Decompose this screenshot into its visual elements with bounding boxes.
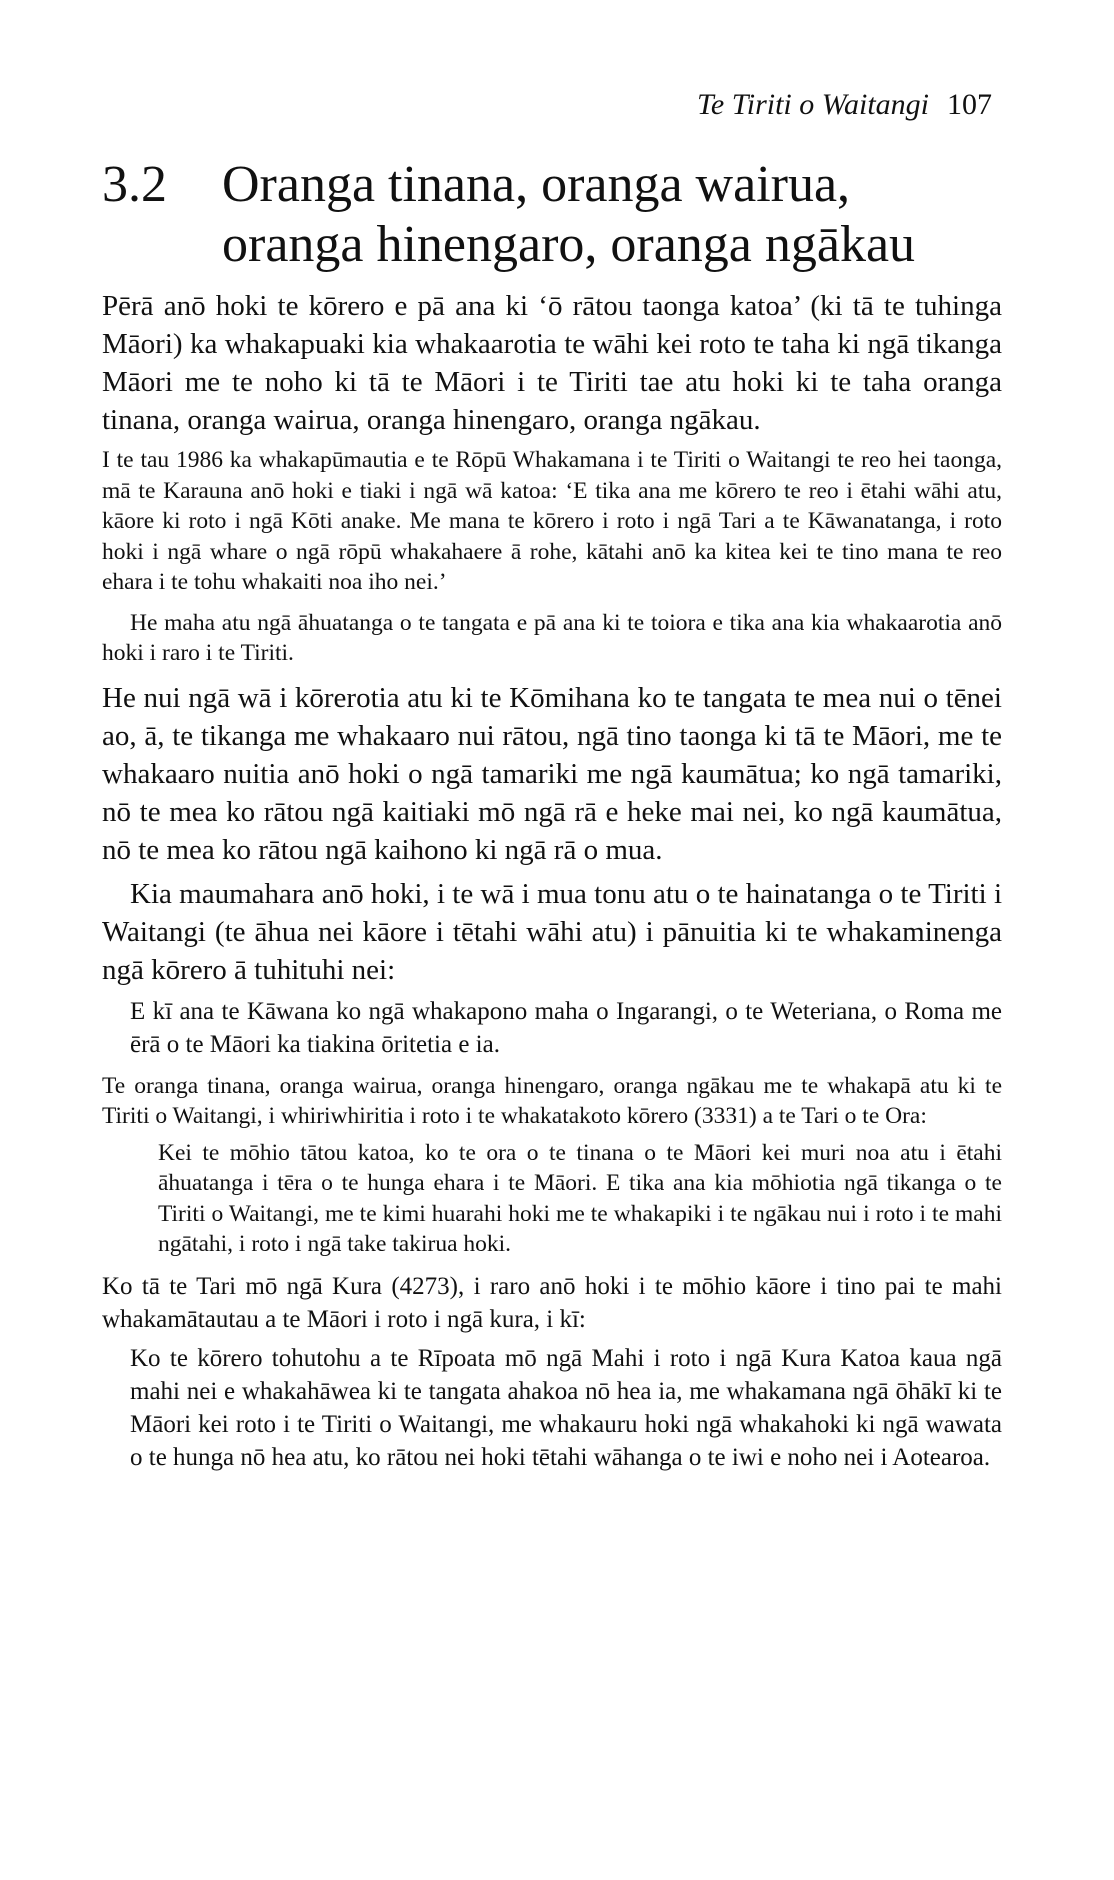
paragraph-education-submission: Ko tā te Tari mō ngā Kura (4273), i raro anō hoki i te mōhio kāore i tino pai te mahi whakamātautau a te Māori i roto i ngā kura, i kī: (102, 1272, 1002, 1333)
running-header (697, 88, 992, 122)
paragraph-intro: Pērā anō hoki te kōrero e pā ana ki ‘ō rātou taonga katoa’ (ki tā te tuhinga Māori) ka whakapuaki kia whakaarotia te wāhi kei roto te taha ki ngā tikanga Māori me te noho ki tā te Māori i te Tiriti tae atu hoki ki te taha oranga tinana, oranga wairua, oranga hinengaro, oranga ngākau. (102, 290, 1002, 436)
paragraph-wellbeing: He maha atu ngā āhuatanga o te tangata e pā ana ki te toiora e tika ana kia whakaarotia anō hoki i raro i te Tiriti. (102, 609, 1002, 666)
section-title: Oranga tinana, oranga wairua, oranga hinengaro, oranga ngākau (222, 156, 916, 273)
quote-governor: E kī ana te Kāwana ko ngā whakapono maha o Ingarangi, o te Weteriana, o Roma me ērā o te Māori ka tiakina ōritetia e ia. (130, 997, 1002, 1058)
paragraph-health-submission: Te oranga tinana, oranga wairua, oranga hinengaro, oranga ngākau me te whakapā atu ki te Tiriti o Waitangi, i whiriwhiritia i roto i te whakatakoto kōrero (3331) a te Tari o te Ora: (102, 1072, 1002, 1129)
page-number: 107 (947, 88, 992, 121)
running-title: Te Tiriti o Waitangi (696, 88, 929, 121)
body-text (102, 287, 1002, 1474)
paragraph-language-taonga: I te tau 1986 ka whakapūmautia e te Rōpū Whakamana i te Tiriti o Waitangi te reo hei taonga, mā te Karauna anō hoki e tiaki i ngā wā katoa: ‘E tika ana me kōrero te reo i ētahi wāhi atu, kāore ki roto i ngā Kōti anake. Me mana te kōrero i roto i ngā Tari a te Kāwanatanga, i roto hoki i ngā whare o ngā rōpū whakahaere ā rohe, kātahi anō ka kitea kei te tino mana te reo ehara i te tohu whakaiti noa iho nei.’ (102, 447, 1002, 595)
section-number: 3.2 (102, 156, 167, 213)
paragraph-people: He nui ngā wā i kōrerotia atu ki te Kōmihana ko te tangata te mea nui o tēnei ao, ā, te tikanga me whakaaro nui rātou, ngā tino taonga ki tā te Māori, me te whakaaro nuitia anō hoki o ngā tamariki me ngā kaumātua; ko ngā tamariki, nō te mea ko rātou ngā kaitiaki mō ngā rā e heke mai nei, ko ngā kaumātua, nō te mea ko rātou ngā kaihono ki ngā rā o mua. (102, 681, 1002, 866)
quote-health-department: Kei te mōhio tātou katoa, ko te ora o te tinana o te Māori kei muri noa atu i ētahi āhuatanga i tēra o te hunga ehara i te Māori. E tika ana kia mōhiotia ngā tikanga o te Tiriti o Waitangi, me te kimi huarahi hoki me te whakapiki i te ngākau nui i roto i te mahi ngātahi, i roto i ngā take takirua hoki. (158, 1139, 1002, 1257)
paragraph-proclamation-intro: Kia maumahara anō hoki, i te wā i mua tonu atu o te hainatanga o te Tiriti i Waitangi (te āhua nei kāore i tētahi wāhi atu) i pānuitia ki te whakaminenga ngā kōrero ā tuhituhi nei: (102, 877, 1002, 986)
quote-education-report: Ko te kōrero tohutohu a te Rīpoata mō ngā Mahi i roto i ngā Kura Katoa kaua ngā mahi nei e whakahāwea ki te tangata ahakoa nō hea ia, me whakamana ngā ōhākī ki te Māori kei roto i te Tiriti o Waitangi, me whakauru hoki ngā whakahoki ki ngā wawata o te hunga nō hea atu, ko rātou nei hoki tētahi wāhanga o te iwi e noho nei i Aotearoa. (130, 1344, 1002, 1471)
